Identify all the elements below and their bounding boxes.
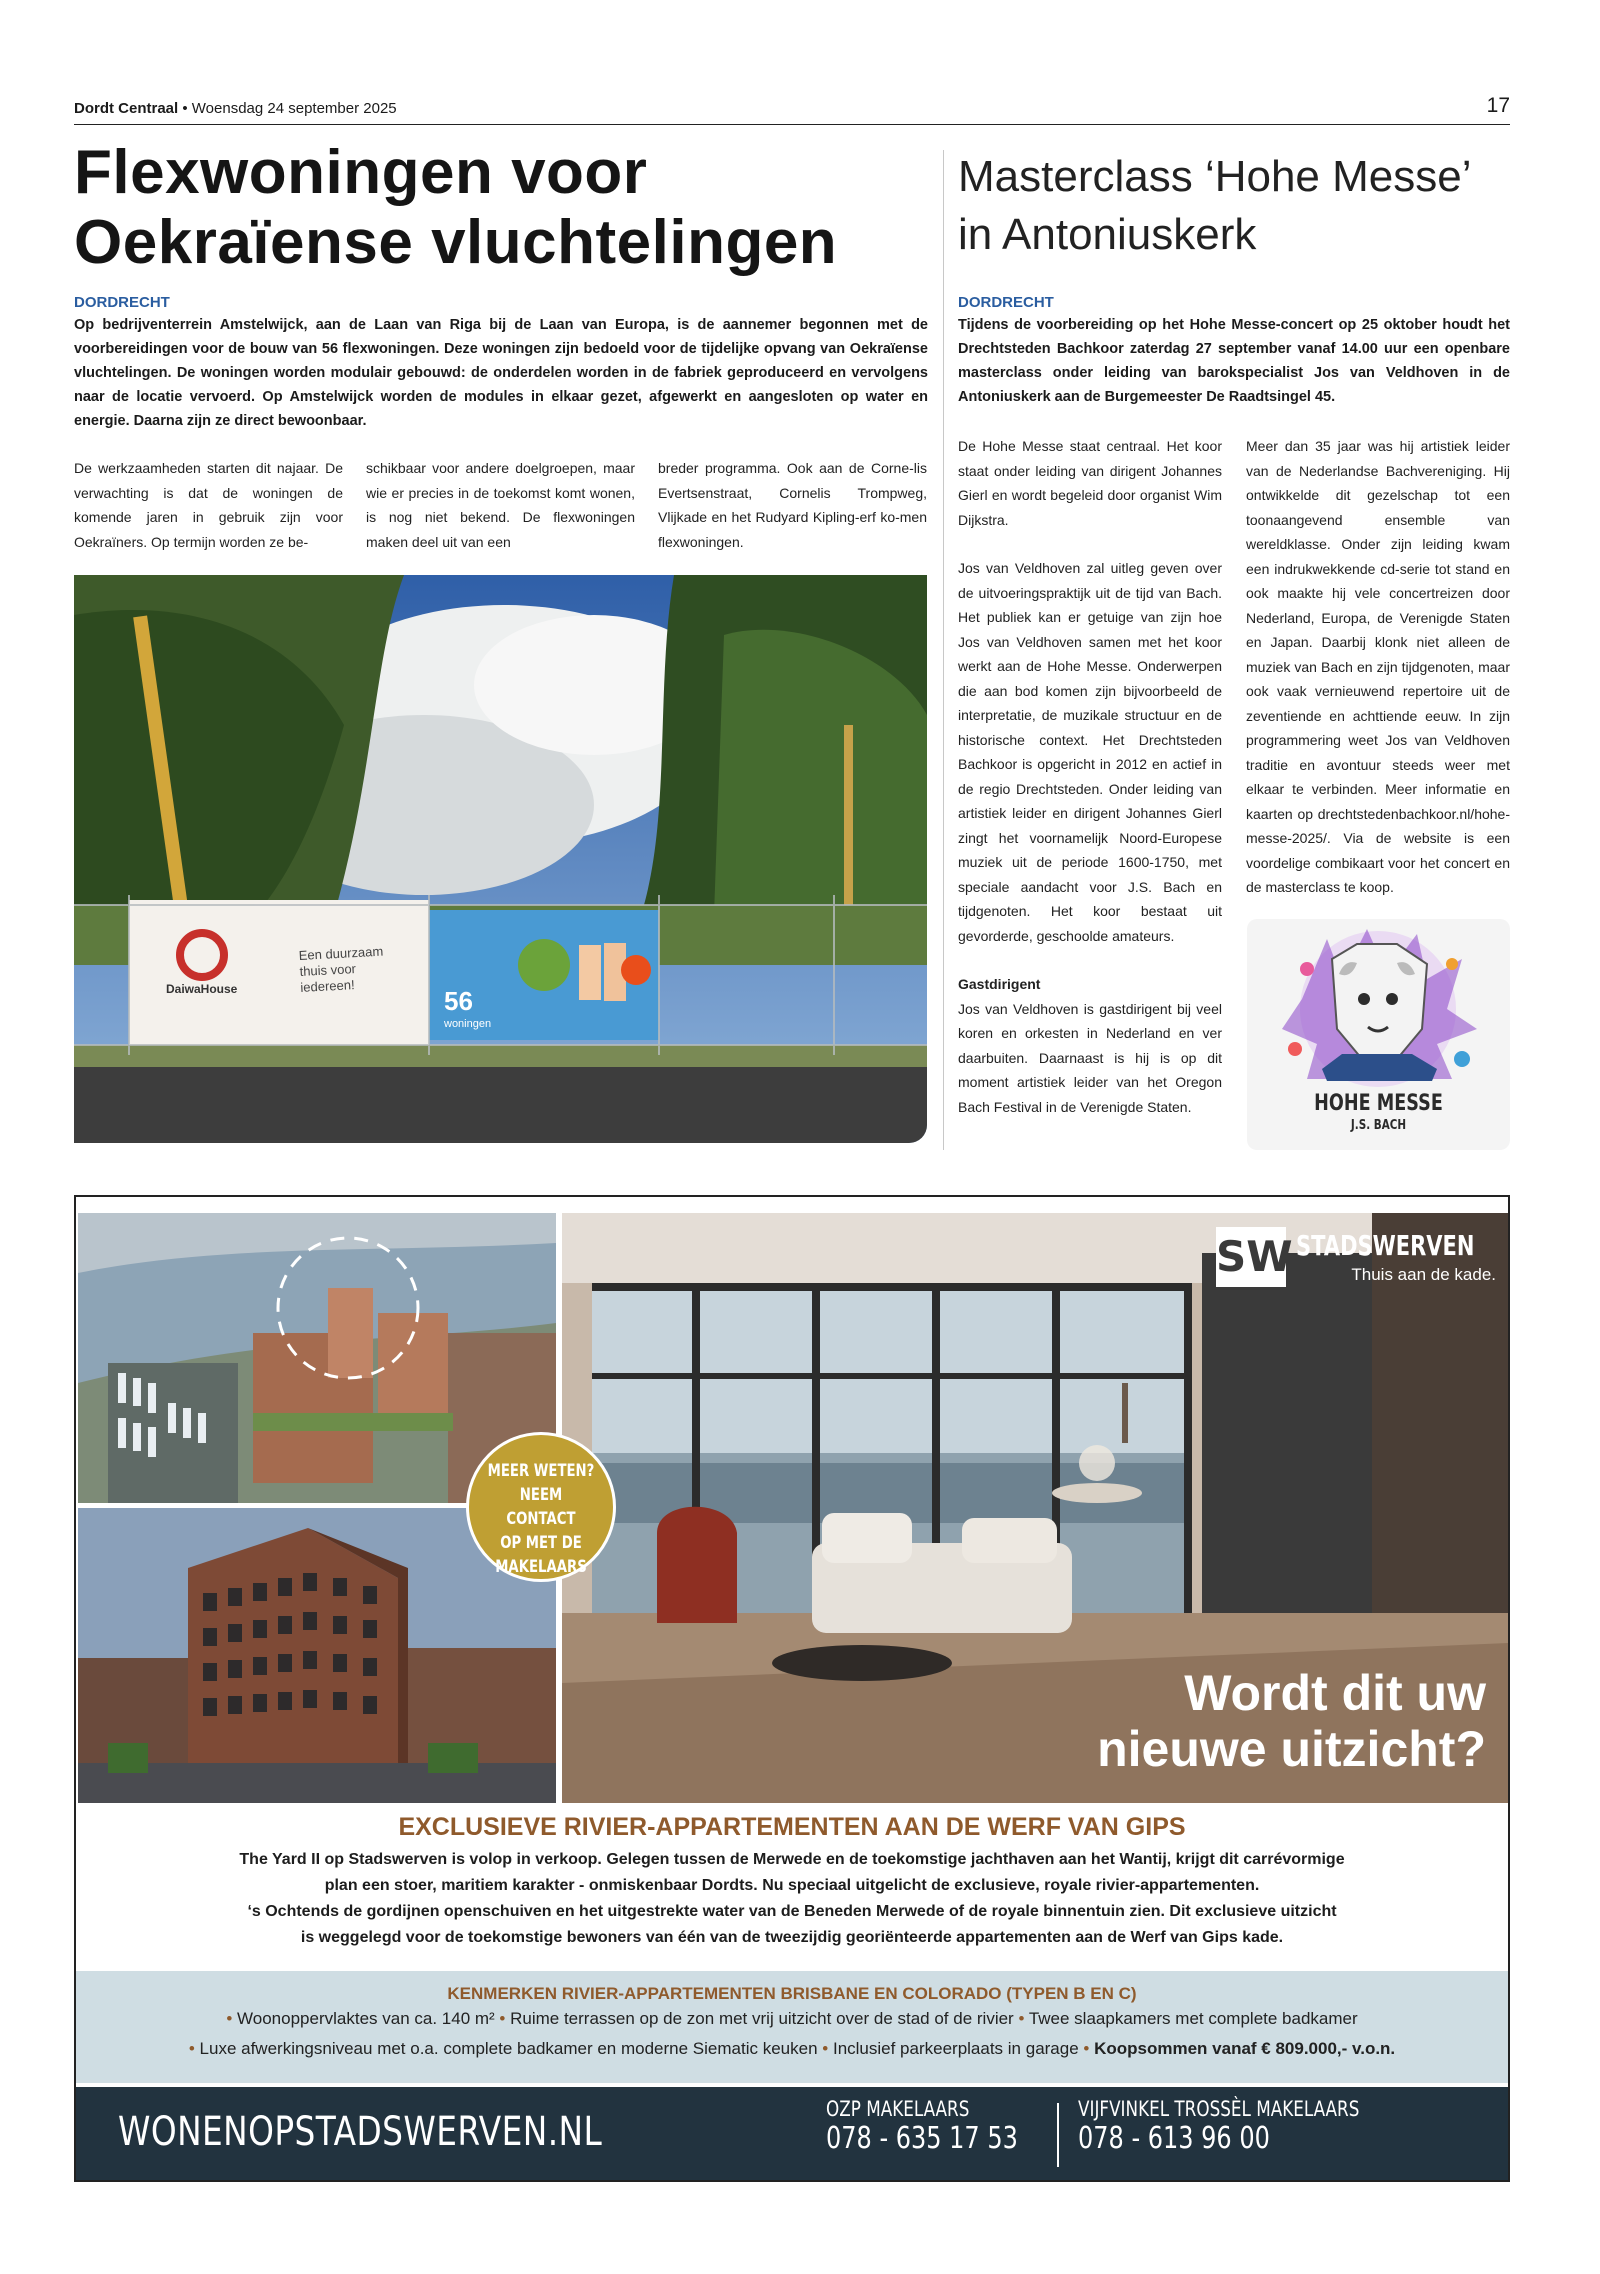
bullet-icon: • [1018,2009,1025,2028]
ad-features-panel [76,1971,1508,2083]
article1-column-1: De werkzaamheden starten dit najaar. De verwachting is dat de woningen de komende jaren in gebruik zijn voor Oekraïners. Op termijn worden ze be- [74,460,343,550]
callout-line: MAKELAARS [495,1557,587,1577]
article2-kicker: DORDRECHT [958,294,1054,311]
bach-subtitle: J.S. BACH [1350,1118,1407,1133]
article1-column-2: schikbaar voor andere doelgroepen, maar wie er precies in de toekomst komt wonen, is nog niet bekend. De flexwoningen maken deel uit van een [366,460,635,550]
article2-paragraph: Jos van Veldhoven is gastdirigent bij veel koren en orkesten in Nederland en ver daarbuiten. Daarnaast is hij is op dit moment artistiek leider van het Oregon Bach Festival in de Verenigde Staten. [958,1000,1222,1115]
feature-item: Inclusief parkeerplaats in garage [832,2039,1079,2058]
issue-date: Woensdag 24 september 2025 [191,100,397,117]
ad-overlay-line1: Wordt dit uw [1184,1665,1486,1721]
agent-phone[interactable]: 078 - 613 96 00 [1078,2121,1270,2156]
callout-line: NEEM CONTACT [506,1485,576,1529]
bullet-icon: • [1083,2039,1090,2058]
article1-headline-line2: Oekraïense vluchtelingen [74,208,838,277]
logo-name: STADSWERVEN [1296,1229,1475,1262]
article2-headline [958,148,1518,264]
feature-item: Luxe afwerkingsniveau met o.a. complete badkamer en moderne Siematic keuken [199,2039,818,2058]
article2-lead: Tijdens de voorbereiding op het Hohe Messe-concert op 25 oktober houdt het Drechtsteden Bachkoor zaterdag 27 september vanaf 14.00 uur een openbare masterclass onder leiding van barokspecialist Jos van Veldhoven in de Antoniuskerk aan de Burgemeester De Raadtsingel 45. [958,317,1510,405]
header-divider [74,124,1510,125]
ad-body-text [76,1847,1508,1951]
article2-subhead: Gastdirigent [958,976,1041,992]
publication-name: Dordt Centraal [74,100,179,117]
article2-paragraph: Jos van Veldhoven zal uitleg geven over de uitvoeringspraktijk uit de tijd van Bach. Het publiek kan er getuige van zijn hoe Jos van Veldhoven samen met het koor werkt aan de Hohe Messe. Onderwerpen die aan bod komen zijn bijvoorbeeld de interpretatie, de muzikale structuur en de historische context. Het Drechtsteden Bachkoor is opgericht in 2012 en actief in de regio Drechtsteden. Onder leiding van artistiek leider en dirigent Johannes Gierl zingt het voornamelijk Noord-Europese muziek uit de periode 1600-1750, met speciale aandacht voor J.S. Bach en tijdgenoten. Het koor bestaat uit gevorderde, geschoolde amateurs. [958,560,1222,944]
ad-text-line: is weggelegd voor de toekomstige bewoners van één van de tweezijdig georiënteerde appartementen aan de Werf van Gips kade. [300,1929,1284,1946]
article2-column-1 [958,434,1222,1119]
bullet-icon: • [822,2039,829,2058]
logo-mark: SW [1216,1227,1286,1287]
banner-slogan: Een duurzaamthuis vooriedereen! [298,943,384,995]
article1-photo [74,575,927,1143]
stadswerven-logo [1216,1227,1506,1297]
banner-unit: woningen [444,1018,492,1030]
agent-divider [1057,2103,1059,2167]
agent-ozp [826,2097,1018,2156]
article2-headline-line2: in Antoniuskerk [958,210,1257,259]
contact-callout [466,1432,616,1582]
ad-heading: EXCLUSIEVE RIVIER-APPARTEMENTEN AAN DE WERF VAN GIPS [398,1813,1186,1841]
ad-text-line: plan een stoer, maritiem karakter - onmiskenbaar Dordts. Nu speciaal uitgelicht de exclusieve, royale rivier-appartementen. [324,1877,1260,1894]
banner-brand: DaiwaHouse [166,982,238,996]
article2-column-2: Meer dan 35 jaar was hij artistiek leider van de Nederlandse Bachvereniging. Hij ontwikkelde dit gezelschap tot een toonaangevend ensemble van wereldklasse. Onder zijn leiding kwam een indrukwekkende cd-serie tot stand en ook maakte hij vele concertreizen door Nederland, Europa, de Verenigde Staten en Japan. Daarbij klonk niet alleen de muziek van Bach en zijn tijdgenoten, maar ook vaak vernieuwend repertoire uit de zeventiende en achttiende eeuw. In zijn programmering weet Jos van Veldhoven traditie en avontuur steeds weer met elkaar te verbinden. Meer informatie en kaarten op drechtstedenbachkoor.nl/hohe-messe-2025/. Via de website is een voordelige combikaart voor het concert en de masterclass te koop. [1246,438,1510,895]
article1-lead: Op bedrijventerrein Amstelwijck, aan de Laan van Riga bij de Laan van Europa, is de aannemer begonnen met de voorbereidingen voor de bouw van 56 flexwoningen. Deze woningen zijn bedoeld voor de tijdelijke opvang van Oekraïense vluchtelingen. De woningen worden modulair gebouwd: de onderdelen worden in de fabriek geproduceerd en vervolgens naar de locatie vervoerd. Op Amstelwijck worden de modules in elkaar gezet, afgewerkt en aangesloten op water en energie. Daarna zijn ze direct bewoonbaar. [74,317,928,429]
feature-item-price: Koopsommen vanaf € 809.000,- v.o.n. [1094,2039,1396,2058]
header-separator: • [178,100,192,117]
banner-number: 56 [444,986,473,1016]
bullet-icon: • [499,2009,506,2028]
agent-vijfvinkel [1078,2097,1359,2156]
column-divider [943,150,944,1150]
agent-phone[interactable]: 078 - 635 17 53 [826,2121,1018,2156]
construction-site-illustration [74,575,927,1143]
article2-headline-line1: Masterclass ‘Hohe Messe’ [958,152,1472,201]
article1-headline [74,138,934,278]
agent-name: VIJFVINKEL TROSSÈL MAKELAARS [1078,2097,1360,2121]
logo-tagline: Thuis aan de kade. [1351,1265,1496,1284]
features-row-1 [76,2004,1508,2034]
ad-text-line: ‘s Ochtends de gordijnen openschuiven en het uitgestrekte water van de Beneden Merwede of de royale binnentuin zien. Dit exclusieve uitzicht [247,1903,1337,1920]
article1-headline-line1: Flexwoningen voor [74,138,648,207]
page-number: 17 [1486,94,1510,117]
callout-line: MEER WETEN? [487,1461,595,1481]
article2-paragraph: De Hohe Messe staat centraal. Het koor staat onder leiding van dirigent Johannes Gierl en wordt begeleid door organist Wim Dijkstra. [958,438,1222,528]
ad-overlay-line2: nieuwe uitzicht? [1097,1721,1486,1777]
features-row-2 [76,2034,1508,2064]
ad-overlay-headline [926,1665,1486,1777]
feature-item: Twee slaapkamers met complete badkamer [1028,2009,1358,2028]
agent-name: OZP MAKELAARS [826,2097,970,2121]
article1-column-3: breder programma. Ook aan de Corne-lis Evertsenstraat, Cornelis Trompweg, Vlijkade en het Rudyard Kipling-erf ko-men flexwoningen. [658,460,927,550]
bach-artwork [1247,919,1510,1150]
fence-banner-daiwa [129,900,429,1045]
ad-footer [76,2087,1508,2182]
article1-kicker: DORDRECHT [74,294,170,311]
features-title: KENMERKEN RIVIER-APPARTEMENTEN BRISBANE EN COLORADO (TYPEN B EN C) [447,1984,1137,2003]
bach-title: HOHE MESSE [1314,1091,1443,1116]
feature-item: Woonoppervlaktes van ca. 140 m² [237,2009,495,2028]
stadswerven-advertisement [74,1195,1510,2182]
ad-text-line: The Yard II op Stadswerven is volop in verkoop. Gelegen tussen de Merwede en de toekomstige jachthaven aan het Wantij, krijgt dit carrévormige [239,1851,1345,1868]
page-header [74,100,397,117]
website-link[interactable]: WONENOPSTADSWERVEN.NL [118,2109,603,2155]
feature-item: Ruime terrassen op de zon met vrij uitzicht over de stad of de rivier [510,2009,1014,2028]
bullet-icon: • [226,2009,233,2028]
bullet-icon: • [188,2039,195,2058]
callout-line: OP MET DE [500,1533,582,1553]
